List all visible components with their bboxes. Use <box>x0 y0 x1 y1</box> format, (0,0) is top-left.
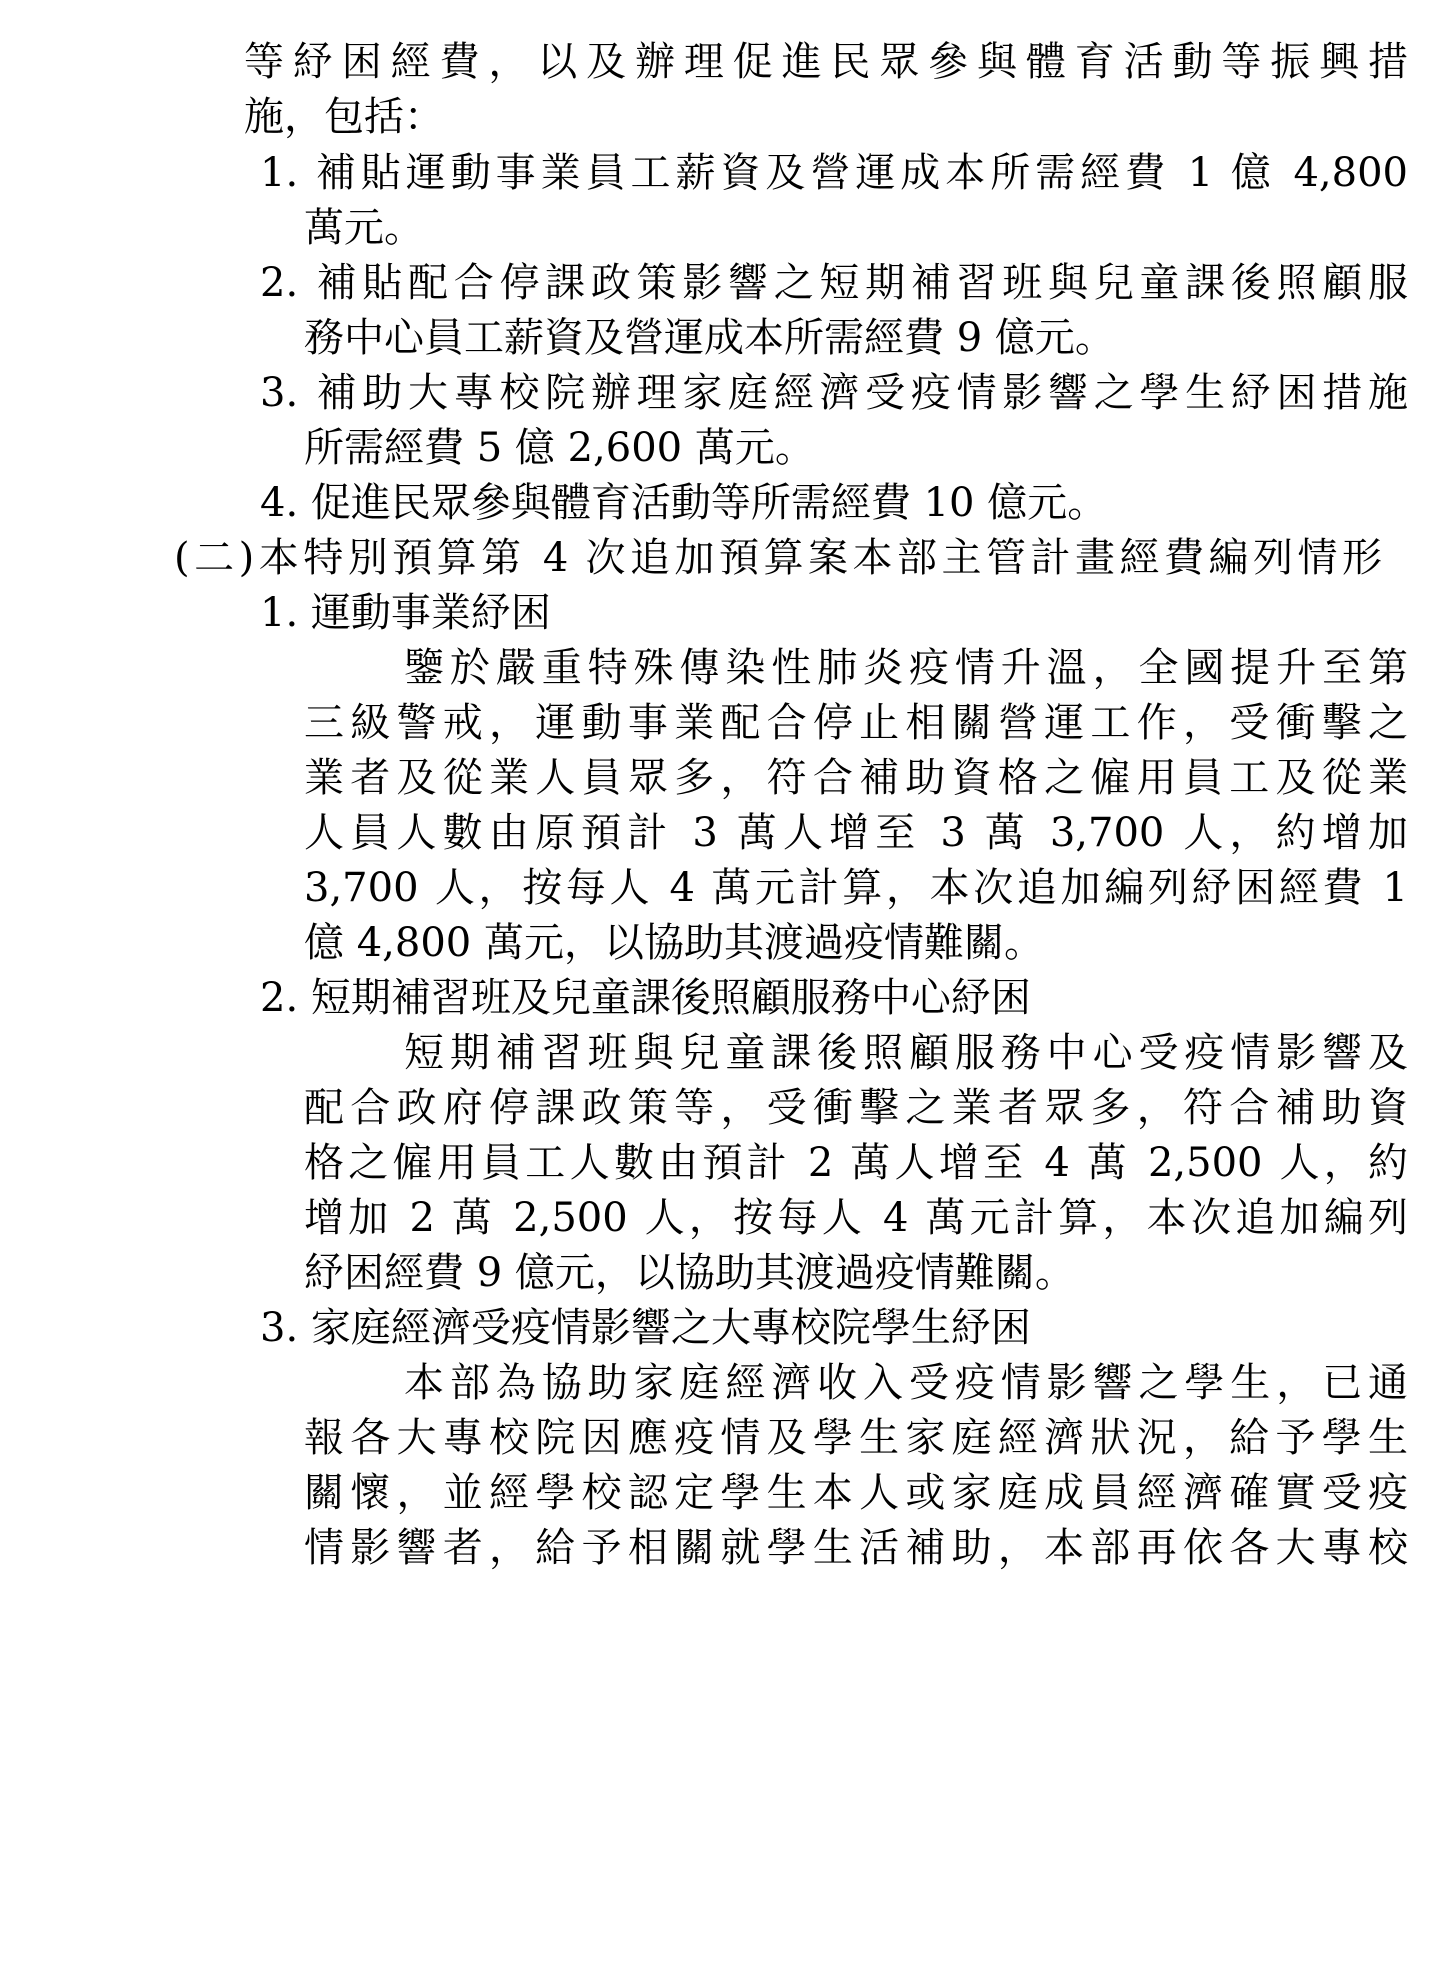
subsection-1-line-2: 三級警戒，運動事業配合停止相關營運工作，受衝擊之 <box>304 700 1408 746</box>
list-item-1-line-1: 1. 補貼運動事業員工薪資及營運成本所需經費 1 億 4,800 <box>260 150 1408 196</box>
subsection-3-heading: 3. 家庭經濟受疫情影響之大專校院學生紓困 <box>260 1305 1031 1351</box>
subsection-2-line-4: 增加 2 萬 2,500 人，按每人 4 萬元計算，本次追加編列 <box>304 1195 1408 1241</box>
list-item-2-line-1: 2. 補貼配合停課政策影響之短期補習班與兒童課後照顧服 <box>260 260 1408 306</box>
subsection-3-line-2: 報各大專校院因應疫情及學生家庭經濟狀況，給予學生 <box>304 1415 1408 1461</box>
list-item-4-line-1: 4. 促進民眾參與體育活動等所需經費 10 億元。 <box>260 480 1108 526</box>
subsection-3-line-4: 情影響者，給予相關就學生活補助，本部再依各大專校 <box>304 1525 1408 1571</box>
subsection-3-line-1: 本部為協助家庭經濟收入受疫情影響之學生，已通 <box>404 1360 1408 1406</box>
list-item-3-line-2: 所需經費 5 億 2,600 萬元。 <box>304 425 815 471</box>
intro-line-2: 施，包括： <box>244 94 444 140</box>
subsection-1-line-3: 業者及從業人員眾多，符合補助資格之僱用員工及從業 <box>304 755 1408 801</box>
subsection-1-line-5: 3,700 人，按每人 4 萬元計算，本次追加編列紓困經費 1 <box>304 865 1408 911</box>
list-item-1-line-2: 萬元。 <box>304 205 424 251</box>
list-item-2-line-2: 務中心員工薪資及營運成本所需經費 9 億元。 <box>304 315 1115 361</box>
subsection-1-line-6: 億 4,800 萬元，以協助其渡過疫情難關。 <box>304 920 1044 966</box>
subsection-2-line-3: 格之僱用員工人數由預計 2 萬人增至 4 萬 2,500 人，約 <box>304 1140 1408 1186</box>
subsection-2-heading: 2. 短期補習班及兒童課後照顧服務中心紓困 <box>260 975 1031 1021</box>
intro-line-1: 等紓困經費，以及辦理促進民眾參與體育活動等振興措 <box>244 39 1408 85</box>
subsection-2-line-1: 短期補習班與兒童課後照顧服務中心受疫情影響及 <box>404 1030 1408 1076</box>
subsection-3-line-3: 關懷，並經學校認定學生本人或家庭成員經濟確實受疫 <box>304 1470 1408 1516</box>
section-heading: (二)本特別預算第 4 次追加預算案本部主管計畫經費編列情形 <box>174 535 1382 581</box>
subsection-1-line-1: 鑒於嚴重特殊傳染性肺炎疫情升溫，全國提升至第 <box>404 645 1408 691</box>
subsection-1-heading: 1. 運動事業紓困 <box>260 590 551 636</box>
subsection-1-line-4: 人員人數由原預計 3 萬人增至 3 萬 3,700 人，約增加 <box>304 810 1408 856</box>
list-item-3-line-1: 3. 補助大專校院辦理家庭經濟受疫情影響之學生紓困措施 <box>260 370 1408 416</box>
subsection-2-line-2: 配合政府停課政策等，受衝擊之業者眾多，符合補助資 <box>304 1085 1408 1131</box>
subsection-2-line-5: 紓困經費 9 億元，以協助其渡過疫情難關。 <box>304 1250 1075 1296</box>
